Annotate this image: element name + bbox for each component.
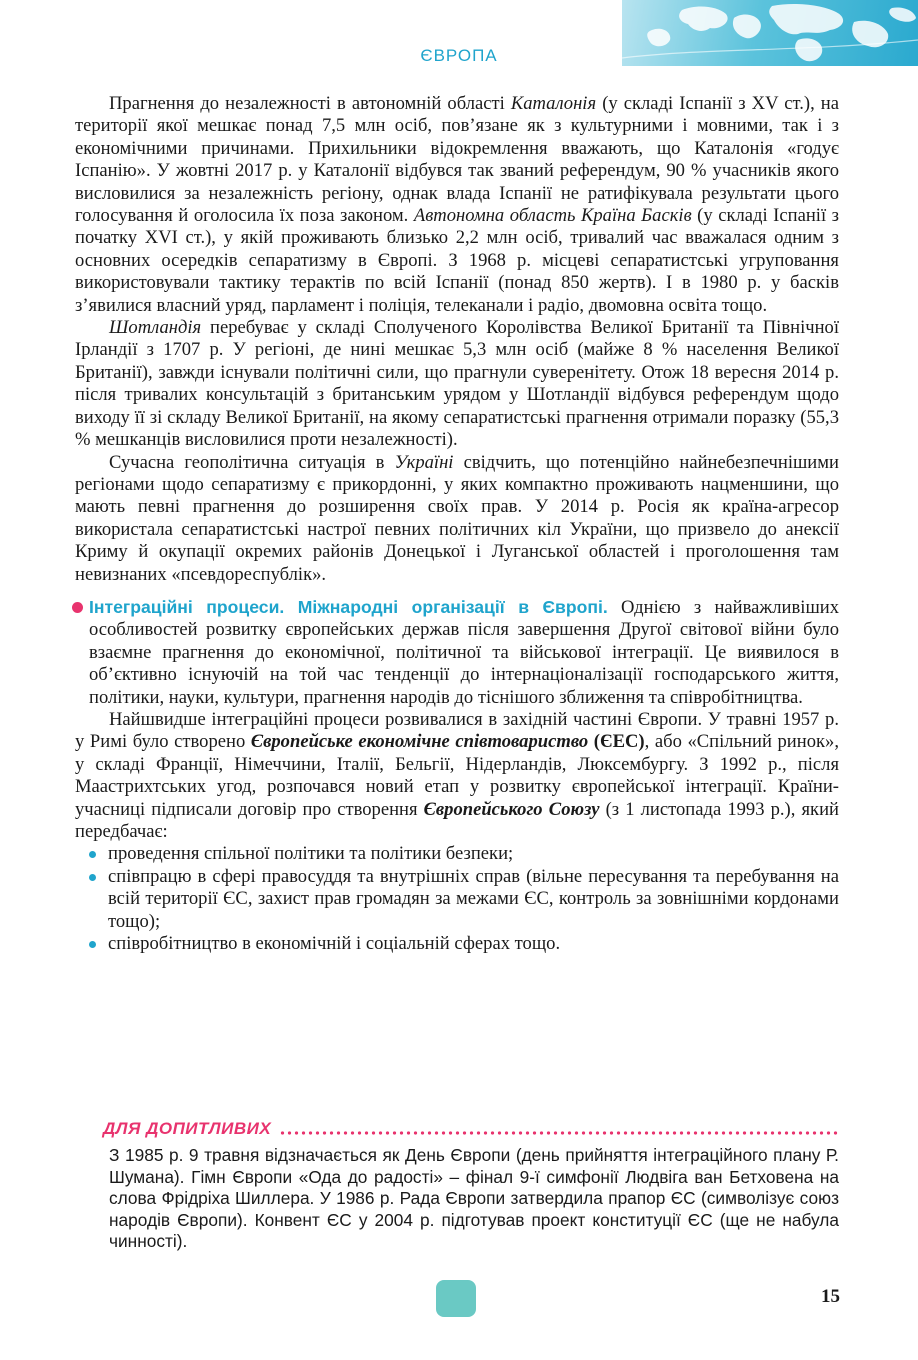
section-bullet-icon <box>72 602 83 613</box>
list-bullet-icon <box>89 851 96 858</box>
list-bullet-icon <box>89 874 96 881</box>
page-tab-decoration <box>436 1280 476 1317</box>
dotted-rule <box>279 1131 839 1135</box>
page-number: 15 <box>821 1286 840 1307</box>
main-text <box>75 93 839 955</box>
text-run: (у складі Іспанії з XV ст.), на території якої мешкає понад 7,5 млн осіб, пов’язане як з культурними і мовними, так і з економічними причинами. Прихильники відокремлення вважають, що Каталонія «годує Іспанію». У жовтні 2017 р. у Каталонії відбувся так званий референдум, 90 % учасників якого висловилися за незалежність регіону, однак влада Іспанії не ратифікувала результати цього голосування й оголосила їх поза законом. <box>75 93 839 227</box>
text-run: , або «Спільний ринок», у складі Франції, Німеччини, Італії, Бельгії, Нідерландів, Люксембургу. З 1992 р., після Маастрихтських угод, розпочався новий етап у розвитку європейської інтеграції. Країни-учасниці підписали договір про створення <box>75 731 839 820</box>
emphasized-term: Україні <box>394 451 454 473</box>
curious-text: З 1985 р. 9 травня відзначається як День Європи (день прийняття інтеграційного плану Р. Шумана). Гімн Європи «Ода до радості» – фінал 9-ї симфонії Людвіга ван Бетховена на слова Фрідріха Шиллера. У 1986 р. Рада Європи затвердила прапор ЄС (символізує союз народів Європи). Конвент ЄС у 2004 р. підготував проект конституції ЄС (ще не набула чинності). <box>109 1145 839 1252</box>
emphasized-term: Європейського Союзу <box>423 798 600 820</box>
list-bullet-icon <box>89 941 96 948</box>
list-item: співпрацю в сфері правосуддя та внутрішніх справ (вільне пересування та перебування на всій території ЄС, захист прав громадян за межами ЄС, контроль за зовнішніми кордонами тощо); <box>75 866 839 933</box>
running-head: ЄВРОПА <box>420 46 498 65</box>
eu-goals-list <box>75 843 839 955</box>
for-the-curious-box <box>103 1116 839 1253</box>
emphasized-term: Європейське економічне співтовариство <box>250 731 589 753</box>
text-run: (з 1 листопада 1993 р.), який передбачає: <box>75 798 839 842</box>
list-item: співробітництво в економічній і соціальній сферах тощо. <box>75 933 839 955</box>
text-run: перебуває у складі Сполученого Королівства Великої Британії та Північної Ірландії з 1707 р. У регіоні, де нині мешкає 5,3 млн осіб (майже 8 % населення Великої Британії), завжди існували політичні сили, що прагнули суверенітету. Отож 18 вересня 2014 р. після тривалих консультацій з британським урядом у Шотландії відбувся референдум щодо виходу її зі складу Великої Британії, на якому сепаратистські прагнення отримали поразку (55,3 % мешканців висловилися проти незалежності). <box>75 317 839 451</box>
text-run: Сучасна геополітична ситуація в <box>109 451 395 473</box>
paragraph-scotland <box>75 317 839 451</box>
text-run: Найшвидше інтеграційні процеси розвивалися в західній частині Європи. У травні 1957 р. у Римі було створено <box>75 708 839 753</box>
emphasized-term: Автономна область Країна Басків <box>413 205 692 227</box>
section-lead: Однією з найважливіших особливостей розвитку європейських держав після завершення Другої світової війни було взаємне прагнення до економічної, політичної та військової інтеграції. Це виявилося в об’єктивно існуючій на той час тенденції до інтернаціоналізації господарського життя, політики, науки, культури, прагнення народів до тіснішого зближення та співробітництва. <box>89 596 840 708</box>
emphasized-term: Каталонія <box>510 93 597 114</box>
text-run: (ЄЕС) <box>588 731 645 753</box>
list-item: проведення спільної політики та політики безпеки; <box>75 843 839 865</box>
paragraph-ukraine <box>75 452 839 586</box>
emphasized-term: Шотландія <box>109 317 202 339</box>
text-run: свідчить, що потенційно найнебезпечнішими регіонами щодо сепаратизму є прикордонні, у яких компактно проживають нацменшини, що мають певні прагнення до розширення своїх прав. У 2014 р. Росія як країна-агресор використала сепаратистські настрої певних політичних кіл України, що призвело до анексії Криму й окупації окремих районів Донецької і Луганської областей і проголошення там невизнаних «псевдореспублік». <box>75 451 839 585</box>
curious-label: ДЛЯ ДОПИТЛИВИХ <box>103 1119 272 1138</box>
text-run: Прагнення до незалежності в автономній області <box>109 93 511 114</box>
paragraph-eu <box>75 709 839 843</box>
text-run: (у складі Іспанії з початку XVI ст.), у якій проживають близько 2,2 млн осіб, тривалий час вважалася одним з основних осередків сепаратизму в Європі. З 1968 р. місцеві сепаратистські угруповання використовували тактику терактів по всій Іспанії (понад 850 жертв). І в 1980 р. у басків з’явилися власний уряд, парламент і поліція, телеканали і радіо, двомовна освіта тощо. <box>75 205 840 316</box>
paragraph-separatism-spain <box>75 93 839 317</box>
curious-header <box>103 1116 839 1142</box>
section-integration <box>75 596 839 709</box>
section-title: Інтеграційні процеси. Міжнародні організації в Європі. <box>89 596 608 617</box>
